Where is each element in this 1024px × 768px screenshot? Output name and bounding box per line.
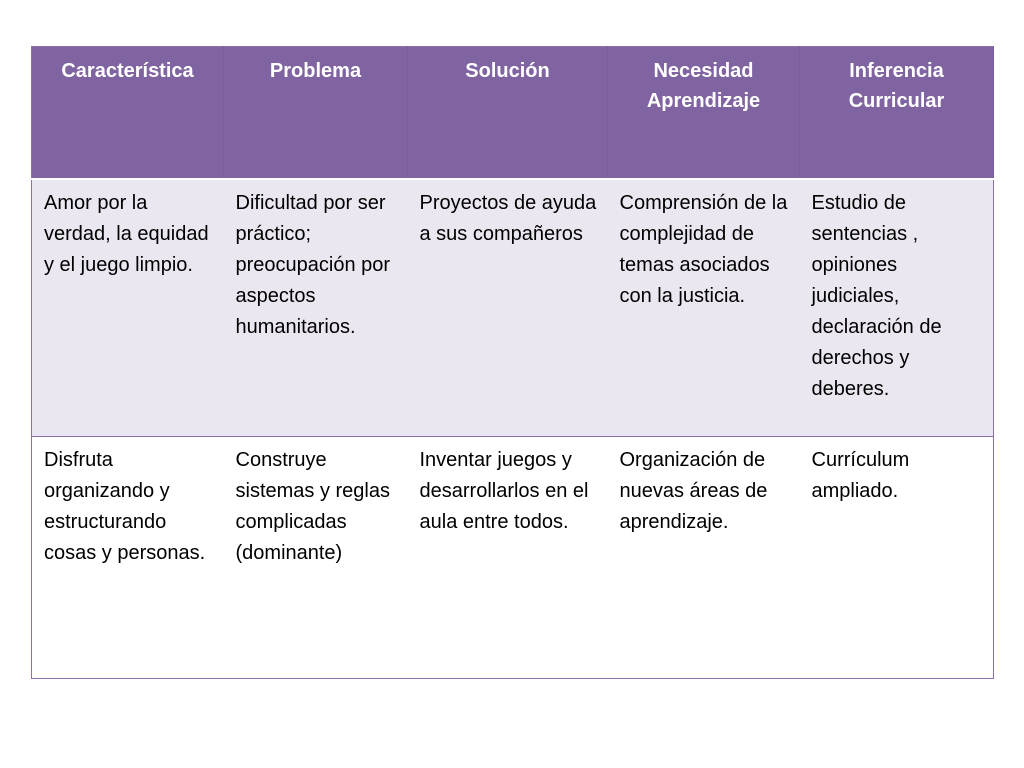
header-problema: Problema [224,47,408,179]
cell-inferencia-curricular: Currículum ampliado. [800,437,994,679]
cell-problema: Dificultad por ser práctico; preocupación por aspectos humanitarios. [224,179,408,437]
table-header [32,47,994,179]
header-caracteristica: Característica [32,47,224,179]
header-solucion: Solución [408,47,608,179]
cell-problema: Construye sistemas y reglas complicadas (dominante) [224,437,408,679]
comparison-table [31,46,994,679]
cell-inferencia-curricular: Estudio de sentencias , opiniones judiciales, declaración de derechos y deberes. [800,179,994,437]
cell-caracteristica: Amor por la verdad, la equidad y el juego limpio. [32,179,224,437]
cell-solucion: Proyectos de ayuda a sus compañeros [408,179,608,437]
table-row [32,179,994,437]
header-necesidad-aprendizaje: Necesidad Aprendizaje [608,47,800,179]
header-row [32,47,994,179]
header-inferencia-curricular: Inferencia Curricular [800,47,994,179]
cell-solucion: Inventar juegos y desarrollarlos en el aula entre todos. [408,437,608,679]
table-body [32,179,994,679]
table-row [32,437,994,679]
cell-necesidad-aprendizaje: Comprensión de la complejidad de temas asociados con la justicia. [608,179,800,437]
cell-caracteristica: Disfruta organizando y estructurando cosas y personas. [32,437,224,679]
cell-necesidad-aprendizaje: Organización de nuevas áreas de aprendizaje. [608,437,800,679]
